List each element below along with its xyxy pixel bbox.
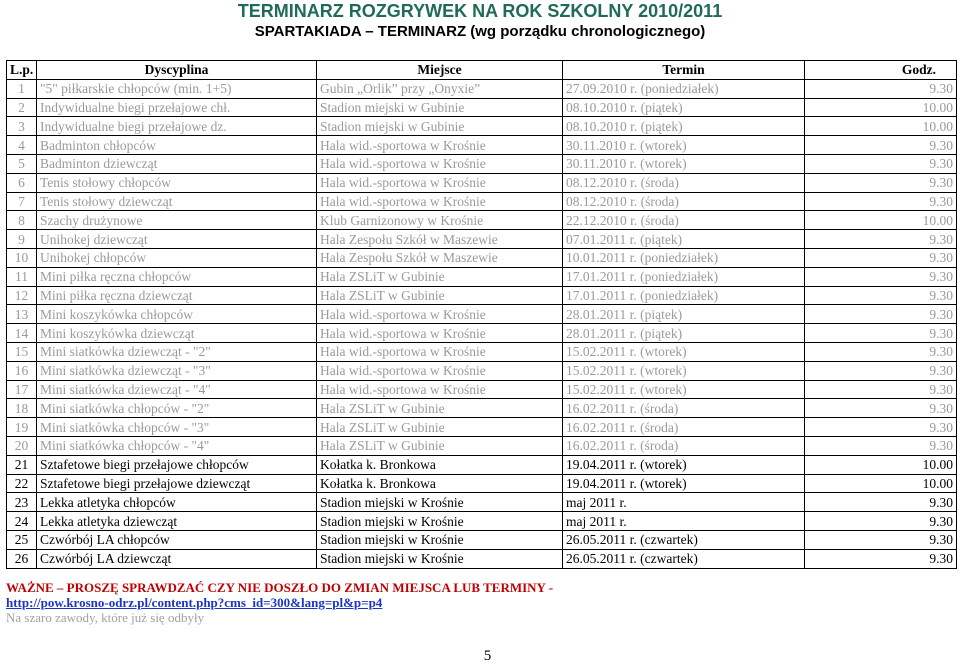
cell-hour: 9.30 [805,342,957,361]
cell-hour: 10.00 [805,117,957,136]
cell-lp: 2 [7,98,37,117]
cell-location: Kołatka k. Bronkowa [317,455,563,474]
table-row [7,98,957,117]
page-title: TERMINARZ ROZGRYWEK NA ROK SZKOLNY 2010/2011 [237,1,723,21]
table-row [7,436,957,455]
table-row [7,549,957,568]
cell-date: 30.11.2010 r. (wtorek) [563,136,805,155]
cell-lp: 14 [7,324,37,343]
cell-date: 28.01.2011 r. (piątek) [563,324,805,343]
cell-discipline: Mini siatkówka dziewcząt - "2" [37,342,317,361]
cell-lp: 10 [7,248,37,267]
cell-discipline: Lekka atletyka chłopców [37,493,317,512]
cell-discipline: Tenis stołowy chłopców [37,173,317,192]
cell-date: maj 2011 r. [563,512,805,531]
cell-date: 26.05.2011 r. (czwartek) [563,549,805,568]
cell-discipline: Mini koszykówka dziewcząt [37,324,317,343]
cell-lp: 15 [7,342,37,361]
cell-lp: 9 [7,230,37,249]
cell-location: Hala ZSLiT w Gubinie [317,286,563,305]
cell-lp: 20 [7,436,37,455]
table-row [7,248,957,267]
cell-lp: 6 [7,173,37,192]
cell-discipline: Lekka atletyka dziewcząt [37,512,317,531]
table-row [7,361,957,380]
cell-date: 16.02.2011 r. (środa) [563,436,805,455]
table-row [7,154,957,173]
cell-location: Stadion miejski w Krośnie [317,549,563,568]
cell-hour: 9.30 [805,173,957,192]
column-header-location: Miejsce [317,61,563,80]
cell-hour: 9.30 [805,512,957,531]
cell-hour: 9.30 [805,248,957,267]
page-number: 5 [483,648,492,664]
cell-hour: 10.00 [805,455,957,474]
cell-hour: 9.30 [805,361,957,380]
cell-hour: 9.30 [805,380,957,399]
table-row [7,286,957,305]
table-row [7,455,957,474]
cell-location: Stadion miejski w Krośnie [317,530,563,549]
schedule-body [7,79,957,568]
table-row [7,512,957,531]
cell-discipline: Indywidualne biegi przełajowe dz. [37,117,317,136]
table-row [7,230,957,249]
cell-location: Hala ZSLiT w Gubinie [317,436,563,455]
table-row [7,418,957,437]
cell-discipline: Unihokej chłopców [37,248,317,267]
cell-hour: 9.30 [805,79,957,98]
cell-date: 15.02.2011 r. (wtorek) [563,361,805,380]
cell-lp: 1 [7,79,37,98]
cell-lp: 26 [7,549,37,568]
cell-discipline: Mini siatkówka chłopców - "4" [37,436,317,455]
cell-hour: 9.30 [805,267,957,286]
table-row [7,79,957,98]
cell-discipline: "5" piłkarskie chłopców (min. 1+5) [37,79,317,98]
cell-hour: 9.30 [805,399,957,418]
warning-text: WAŻNE – PROSZĘ SPRAWDZAĆ CZY NIE DOSZŁO DO ZMIAN MIEJSCA LUB TERMINY - [6,580,554,595]
cell-discipline: Szachy drużynowe [37,211,317,230]
cell-location: Stadion miejski w Krośnie [317,493,563,512]
cell-hour: 10.00 [805,211,957,230]
column-header-lp: L.p. [7,61,37,80]
cell-date: 16.02.2011 r. (środa) [563,399,805,418]
cell-location: Hala wid.-sportowa w Krośnie [317,361,563,380]
gray-legend-note: Na szaro zawody, które już się odbyły [6,610,205,625]
cell-discipline: Mini piłka ręczna chłopców [37,267,317,286]
cell-lp: 12 [7,286,37,305]
cell-location: Hala ZSLiT w Gubinie [317,418,563,437]
cell-lp: 5 [7,154,37,173]
cell-lp: 19 [7,418,37,437]
cell-location: Hala wid.-sportowa w Krośnie [317,136,563,155]
table-row [7,399,957,418]
cell-location: Hala wid.-sportowa w Krośnie [317,154,563,173]
cell-hour: 9.30 [805,436,957,455]
table-row [7,211,957,230]
cell-date: 17.01.2011 r. (poniedziałek) [563,267,805,286]
table-row [7,136,957,155]
cell-hour: 9.30 [805,493,957,512]
table-row [7,324,957,343]
cell-lp: 7 [7,192,37,211]
cell-discipline: Tenis stołowy dziewcząt [37,192,317,211]
cell-date: 30.11.2010 r. (wtorek) [563,154,805,173]
cell-location: Hala wid.-sportowa w Krośnie [317,324,563,343]
cell-location: Hala wid.-sportowa w Krośnie [317,192,563,211]
cell-date: 15.02.2011 r. (wtorek) [563,342,805,361]
cell-location: Hala Zespołu Szkół w Maszewie [317,230,563,249]
cell-lp: 25 [7,530,37,549]
table-row [7,173,957,192]
cell-hour: 9.30 [805,418,957,437]
cell-location: Hala wid.-sportowa w Krośnie [317,305,563,324]
cell-discipline: Indywidualne biegi przełajowe chł. [37,98,317,117]
cell-discipline: Czwórbój LA dziewcząt [37,549,317,568]
cell-lp: 22 [7,474,37,493]
cell-date: 16.02.2011 r. (środa) [563,418,805,437]
table-row [7,117,957,136]
cell-hour: 9.30 [805,192,957,211]
cell-lp: 18 [7,399,37,418]
page-subtitle: SPARTAKIADA – TERMINARZ (wg porządku chronologicznego) [254,23,706,40]
table-row [7,380,957,399]
cell-discipline: Badminton dziewcząt [37,154,317,173]
cell-hour: 9.30 [805,530,957,549]
cell-date: 08.10.2010 r. (piątek) [563,98,805,117]
cell-location: Stadion miejski w Gubinie [317,117,563,136]
cell-location: Hala wid.-sportowa w Krośnie [317,380,563,399]
cell-location: Hala wid.-sportowa w Krośnie [317,342,563,361]
cell-discipline: Mini siatkówka chłopców - "2" [37,399,317,418]
cell-hour: 9.30 [805,154,957,173]
cell-lp: 4 [7,136,37,155]
cell-discipline: Mini siatkówka chłopców - "3" [37,418,317,437]
table-row [7,493,957,512]
cell-location: Kołatka k. Bronkowa [317,474,563,493]
schedule-table [6,60,957,569]
table-header-row [7,61,957,80]
cell-date: 19.04.2011 r. (wtorek) [563,455,805,474]
cell-date: 19.04.2011 r. (wtorek) [563,474,805,493]
cell-hour: 9.30 [805,136,957,155]
cell-discipline: Mini siatkówka dziewcząt - "4" [37,380,317,399]
cell-lp: 23 [7,493,37,512]
schedule-link[interactable]: http://pow.krosno-odrz.pl/content.php?cms_id=300&lang=pl&p=p4 [6,595,383,610]
cell-date: 28.01.2011 r. (piątek) [563,305,805,324]
cell-discipline: Sztafetowe biegi przełajowe chłopców [37,455,317,474]
cell-discipline: Mini siatkówka dziewcząt - "3" [37,361,317,380]
column-header-date: Termin [563,61,805,80]
cell-hour: 9.30 [805,286,957,305]
cell-date: maj 2011 r. [563,493,805,512]
cell-hour: 9.30 [805,549,957,568]
table-row [7,474,957,493]
table-row [7,305,957,324]
cell-location: Klub Garnizonowy w Krośnie [317,211,563,230]
cell-location: Hala ZSLiT w Gubinie [317,267,563,286]
table-row [7,192,957,211]
cell-location: Gubin „Orlik” przy „Onyxie” [317,79,563,98]
column-header-discipline: Dyscyplina [37,61,317,80]
cell-discipline: Unihokej dziewcząt [37,230,317,249]
cell-lp: 13 [7,305,37,324]
cell-location: Stadion miejski w Gubinie [317,98,563,117]
cell-date: 17.01.2011 r. (poniedziałek) [563,286,805,305]
cell-lp: 24 [7,512,37,531]
cell-date: 22.12.2010 r. (środa) [563,211,805,230]
cell-location: Stadion miejski w Krośnie [317,512,563,531]
cell-location: Hala wid.-sportowa w Krośnie [317,173,563,192]
cell-date: 27.09.2010 r. (poniedziałek) [563,79,805,98]
cell-lp: 11 [7,267,37,286]
cell-date: 07.01.2011 r. (piątek) [563,230,805,249]
cell-lp: 8 [7,211,37,230]
cell-date: 10.01.2011 r. (poniedziałek) [563,248,805,267]
cell-lp: 3 [7,117,37,136]
cell-hour: 9.30 [805,230,957,249]
cell-hour: 9.30 [805,324,957,343]
cell-discipline: Mini piłka ręczna dziewcząt [37,286,317,305]
table-row [7,267,957,286]
cell-hour: 9.30 [805,305,957,324]
column-header-hour: Godz. [805,61,957,80]
cell-date: 08.12.2010 r. (środa) [563,173,805,192]
cell-discipline: Sztafetowe biegi przełajowe dziewcząt [37,474,317,493]
cell-discipline: Mini koszykówka chłopców [37,305,317,324]
cell-date: 08.12.2010 r. (środa) [563,192,805,211]
cell-location: Hala Zespołu Szkół w Maszewie [317,248,563,267]
cell-hour: 10.00 [805,474,957,493]
cell-location: Hala ZSLiT w Gubinie [317,399,563,418]
table-row [7,342,957,361]
cell-date: 26.05.2011 r. (czwartek) [563,530,805,549]
cell-date: 08.10.2010 r. (piątek) [563,117,805,136]
cell-hour: 10.00 [805,98,957,117]
cell-discipline: Badminton chłopców [37,136,317,155]
cell-lp: 17 [7,380,37,399]
cell-lp: 21 [7,455,37,474]
cell-discipline: Czwórbój LA chłopców [37,530,317,549]
cell-date: 15.02.2011 r. (wtorek) [563,380,805,399]
cell-lp: 16 [7,361,37,380]
table-row [7,530,957,549]
